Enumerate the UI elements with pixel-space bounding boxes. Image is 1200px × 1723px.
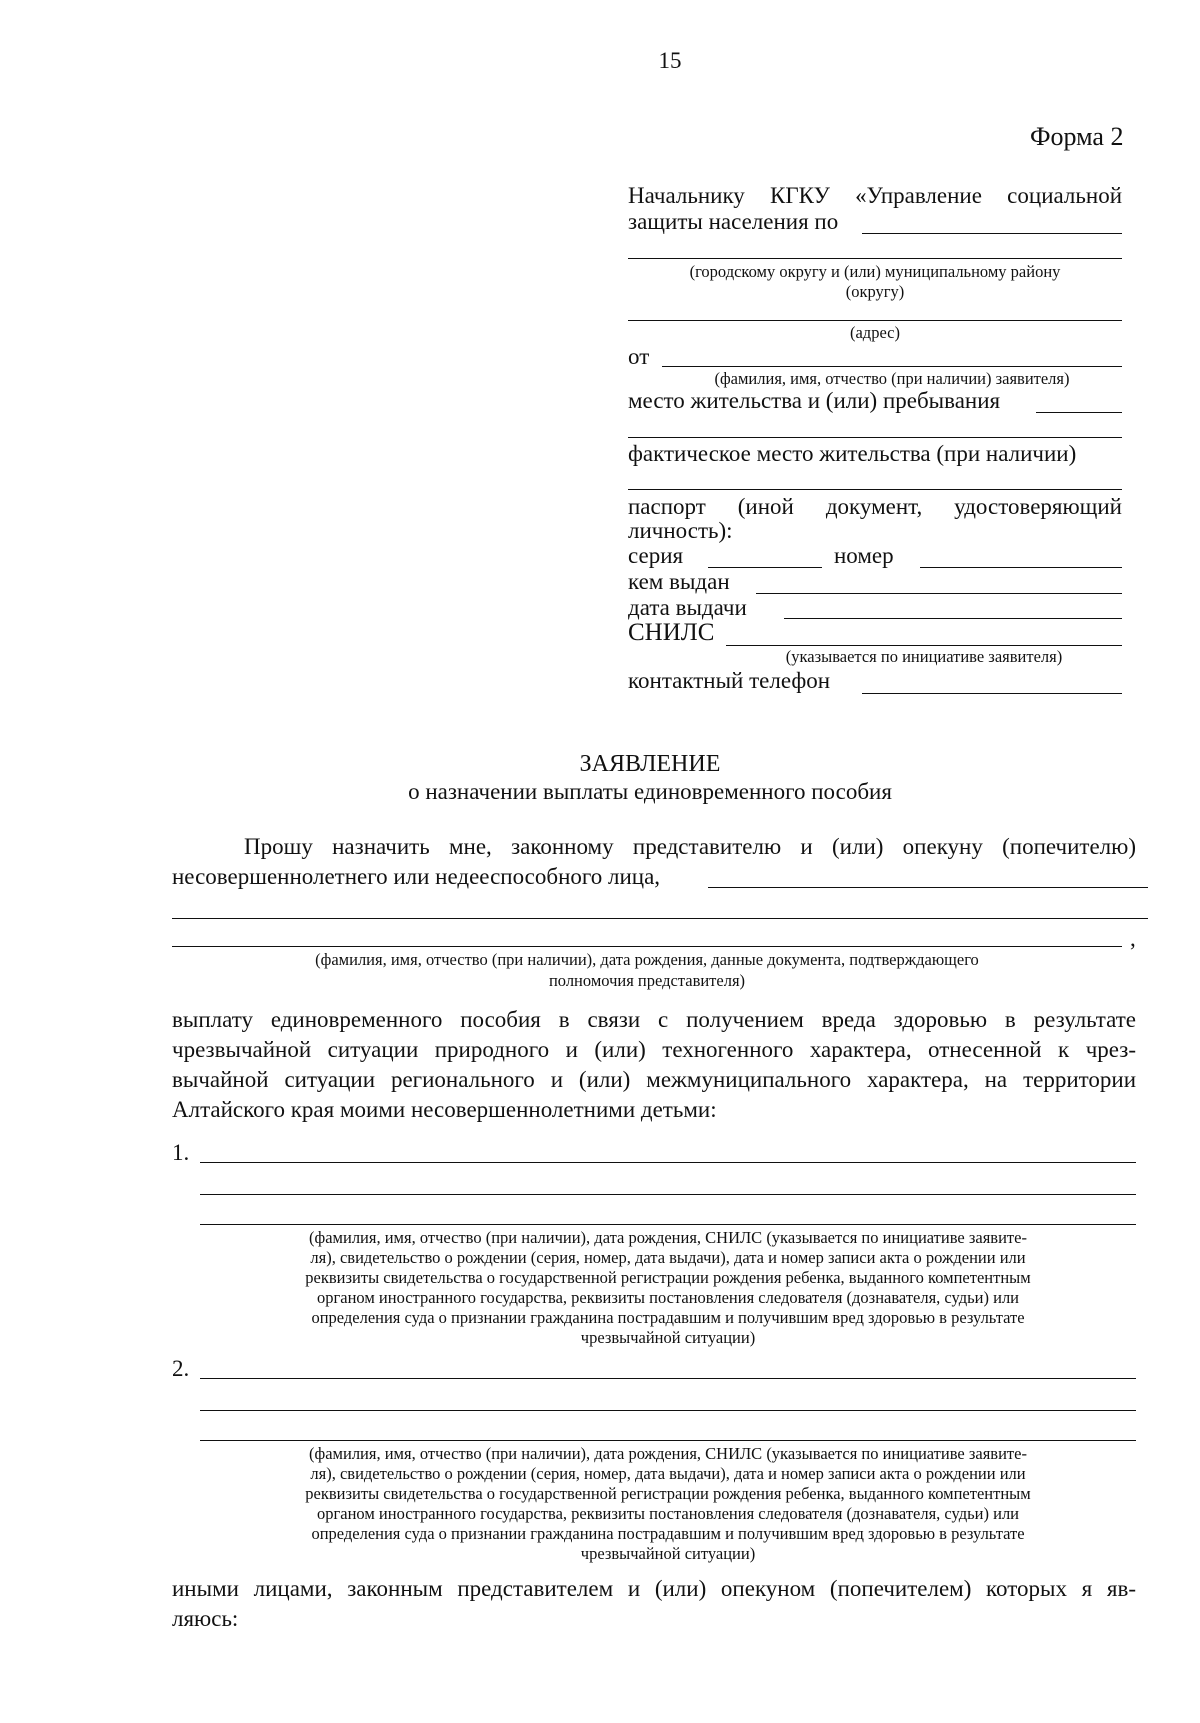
district-field-line-2[interactable]	[628, 258, 1122, 259]
from-label: от	[628, 344, 650, 369]
addressee-line-1: Начальнику КГКУ «Управление социальной	[628, 183, 1122, 208]
child-2-field-line-1[interactable]	[200, 1378, 1136, 1379]
district-field-line[interactable]	[862, 233, 1122, 234]
issue-date-label: дата выдачи	[628, 595, 747, 620]
caption-district-1: (городскому округу и (или) муниципальному району	[689, 262, 1061, 281]
series-field-line[interactable]	[708, 567, 822, 568]
representative-field-line-1[interactable]	[708, 887, 1148, 888]
child-2-number: 2.	[172, 1356, 190, 1381]
request-line-1: Прошу назначить мне, законному представителю и (или) опекуну (попечителю)	[244, 834, 1136, 859]
number-label: номер	[834, 543, 894, 568]
caption-representative-2: полномочия представителя)	[548, 971, 746, 990]
child-1-field-line-2[interactable]	[200, 1194, 1136, 1195]
child-1-caption	[200, 1228, 1136, 1348]
caption-line: определения суда о признании гражданина пострадавшим и получившим вред здоровью в результате	[311, 1308, 1025, 1327]
passport-line-2: личность):	[628, 518, 733, 543]
caption-line: реквизиты свидетельства о государственной регистрации рождения ребенка, выданного компетентным	[305, 1268, 1031, 1287]
request-line-2: несовершеннолетнего или недееспособного лица,	[172, 864, 661, 889]
representative-field-line-2[interactable]	[172, 918, 1148, 919]
number-field-line[interactable]	[920, 567, 1122, 568]
document-title: ЗАЯВЛЕНИЕ	[579, 751, 721, 777]
snils-field-line[interactable]	[726, 645, 1122, 646]
addressee-line-2: защиты населения по	[628, 209, 839, 234]
caption-line: ля), свидетельство о рождении (серия, номер, дата выдачи), дата и номер записи акта о рождении или	[310, 1464, 1026, 1483]
child-1-field-line-1[interactable]	[200, 1162, 1136, 1163]
actual-residence-label: фактическое место жительства (при наличии)	[628, 441, 1077, 466]
caption-line: определения суда о признании гражданина пострадавшим и получившим вред здоровью в результате	[311, 1524, 1025, 1543]
child-2-caption	[200, 1444, 1136, 1564]
caption-line: (фамилия, имя, отчество (при наличии), дата рождения, СНИЛС (указывается по инициативе заявите-	[309, 1228, 1027, 1247]
phone-label: контактный телефон	[628, 668, 831, 693]
caption-address: (адрес)	[849, 323, 900, 342]
child-1-field-line-3[interactable]	[200, 1224, 1136, 1225]
caption-representative-1: (фамилия, имя, отчество (при наличии), дата рождения, данные документа, подтверждающего	[315, 950, 979, 969]
child-1-number: 1.	[172, 1140, 190, 1165]
caption-line: органом иностранного государства, реквизиты постановления следователя (дознавателя, судьи) или	[316, 1504, 1020, 1523]
caption-line: реквизиты свидетельства о государственной регистрации рождения ребенка, выданного компетентным	[305, 1484, 1031, 1503]
closing-line-2: ляюсь:	[172, 1606, 239, 1631]
body-line: выплату единовременного пособия в связи с получением вреда здоровью в результате	[172, 1007, 1136, 1032]
issued-by-field-line[interactable]	[756, 593, 1122, 594]
residence-label: место жительства и (или) пребывания	[628, 388, 1001, 413]
form-label: Форма 2	[1030, 122, 1124, 151]
child-2-field-line-3[interactable]	[200, 1440, 1136, 1441]
caption-line: (фамилия, имя, отчество (при наличии), дата рождения, СНИЛС (указывается по инициативе заявите-	[309, 1444, 1027, 1463]
address-field-line[interactable]	[628, 320, 1122, 321]
caption-snils: (указывается по инициативе заявителя)	[785, 647, 1063, 666]
caption-line: органом иностранного государства, реквизиты постановления следователя (дознавателя, судьи) или	[316, 1288, 1020, 1307]
closing-line-1: иными лицами, законным представителем и (или) опекуном (попечителем) которых я яв-	[172, 1576, 1136, 1601]
issued-by-label: кем выдан	[628, 569, 730, 594]
residence-field-line-2[interactable]	[628, 437, 1122, 438]
passport-line-1: паспорт (иной документ, удостоверяющий	[628, 494, 1122, 519]
body-paragraph	[172, 1005, 1136, 1125]
representative-field-line-3[interactable]	[172, 946, 1122, 947]
request-comma: ,	[1130, 926, 1136, 951]
document-subtitle: о назначении выплаты единовременного пособия	[408, 779, 892, 804]
body-line: чрезвычайной ситуации природного и (или) техногенного характера, отнесенной к чрез-	[172, 1037, 1136, 1062]
body-line: вычайной ситуации регионального и (или) межмуниципального характера, на территории	[172, 1067, 1136, 1092]
snils-label: СНИЛС	[628, 619, 715, 646]
phone-field-line[interactable]	[862, 693, 1122, 694]
body-line: Алтайского края моими несовершеннолетними детьми:	[172, 1097, 717, 1122]
caption-district-2: (округу)	[845, 282, 905, 301]
caption-line: ля), свидетельство о рождении (серия, номер, дата выдачи), дата и номер записи акта о рождении или	[310, 1248, 1026, 1267]
caption-line: чрезвычайной ситуации)	[580, 1544, 756, 1563]
caption-applicant: (фамилия, имя, отчество (при наличии) заявителя)	[714, 369, 1070, 388]
page-number: 15	[658, 48, 682, 73]
applicant-name-field-line[interactable]	[662, 366, 1122, 367]
actual-residence-field-line[interactable]	[628, 489, 1122, 490]
child-2-field-line-2[interactable]	[200, 1410, 1136, 1411]
series-label: серия	[628, 543, 684, 568]
caption-line: чрезвычайной ситуации)	[580, 1328, 756, 1347]
issue-date-field-line[interactable]	[784, 618, 1122, 619]
residence-field-line[interactable]	[1036, 412, 1122, 413]
